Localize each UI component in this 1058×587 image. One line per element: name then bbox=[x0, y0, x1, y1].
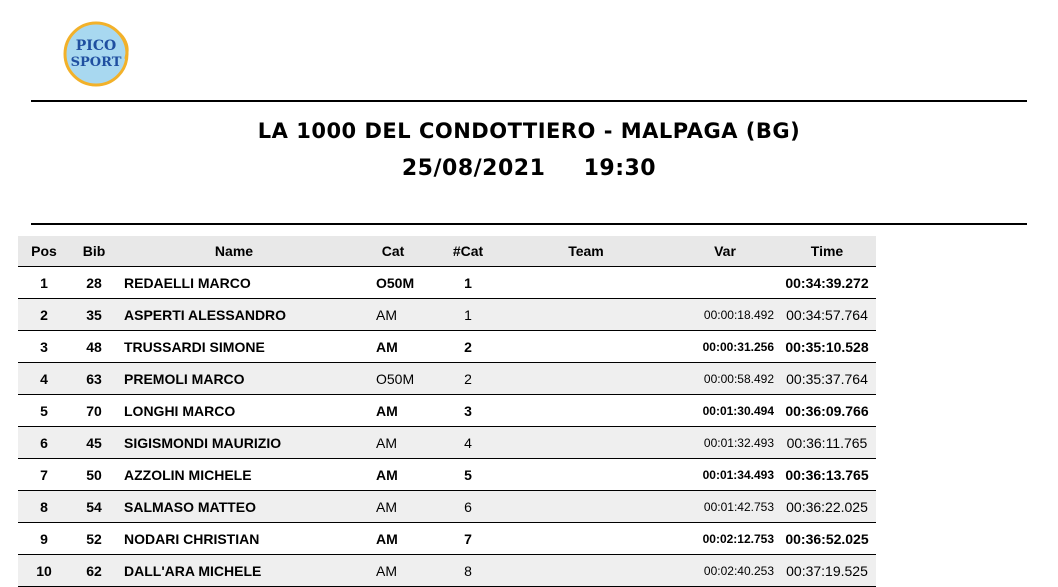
cell-team bbox=[500, 331, 672, 363]
cell-team bbox=[500, 427, 672, 459]
cell-bib: 54 bbox=[70, 491, 118, 523]
event-datetime bbox=[0, 156, 1058, 181]
cell-ncat: 3 bbox=[436, 395, 500, 427]
table-row bbox=[18, 363, 876, 395]
cell-cat: O50M bbox=[350, 267, 436, 299]
event-time: 19:30 bbox=[583, 156, 657, 181]
cell-var: 00:00:31.256 bbox=[672, 331, 778, 363]
cell-ncat: 6 bbox=[436, 491, 500, 523]
cell-var: 00:02:12.753 bbox=[672, 523, 778, 555]
column-header-cat: Cat bbox=[350, 236, 436, 267]
cell-var: 00:02:40.253 bbox=[672, 555, 778, 587]
cell-team bbox=[500, 363, 672, 395]
table-row bbox=[18, 267, 876, 299]
cell-bib: 50 bbox=[70, 459, 118, 491]
cell-ncat: 2 bbox=[436, 363, 500, 395]
logo-text-pico: PICO bbox=[75, 38, 117, 54]
cell-pos: 10 bbox=[18, 555, 70, 587]
table-row bbox=[18, 299, 876, 331]
cell-var: 00:01:34.493 bbox=[672, 459, 778, 491]
cell-name: AZZOLIN MICHELE bbox=[118, 459, 350, 491]
cell-team bbox=[500, 491, 672, 523]
cell-time: 00:36:09.766 bbox=[778, 395, 876, 427]
cell-var: 00:01:32.493 bbox=[672, 427, 778, 459]
header-rule-top bbox=[31, 100, 1027, 102]
cell-time: 00:35:10.528 bbox=[778, 331, 876, 363]
column-header-name: Name bbox=[118, 236, 350, 267]
table-row bbox=[18, 459, 876, 491]
cell-cat: AM bbox=[350, 459, 436, 491]
cell-var bbox=[672, 267, 778, 299]
cell-name: PREMOLI MARCO bbox=[118, 363, 350, 395]
cell-bib: 45 bbox=[70, 427, 118, 459]
cell-ncat: 5 bbox=[436, 459, 500, 491]
pico-sport-logo-icon bbox=[62, 20, 134, 88]
cell-bib: 35 bbox=[70, 299, 118, 331]
table-row bbox=[18, 491, 876, 523]
cell-pos: 6 bbox=[18, 427, 70, 459]
cell-var: 00:01:30.494 bbox=[672, 395, 778, 427]
cell-name: SIGISMONDI MAURIZIO bbox=[118, 427, 350, 459]
cell-team bbox=[500, 299, 672, 331]
cell-pos: 4 bbox=[18, 363, 70, 395]
cell-name: DALL'ARA MICHELE bbox=[118, 555, 350, 587]
cell-team bbox=[500, 267, 672, 299]
cell-ncat: 4 bbox=[436, 427, 500, 459]
cell-cat: AM bbox=[350, 395, 436, 427]
cell-pos: 8 bbox=[18, 491, 70, 523]
header-rule-bottom bbox=[31, 223, 1027, 225]
cell-bib: 52 bbox=[70, 523, 118, 555]
cell-pos: 1 bbox=[18, 267, 70, 299]
results-header-row bbox=[18, 236, 876, 267]
table-row bbox=[18, 395, 876, 427]
cell-time: 00:36:52.025 bbox=[778, 523, 876, 555]
cell-cat: AM bbox=[350, 555, 436, 587]
column-header-ncat: #Cat bbox=[436, 236, 500, 267]
cell-time: 00:34:57.764 bbox=[778, 299, 876, 331]
cell-ncat: 1 bbox=[436, 267, 500, 299]
cell-pos: 3 bbox=[18, 331, 70, 363]
table-row bbox=[18, 523, 876, 555]
cell-pos: 2 bbox=[18, 299, 70, 331]
cell-time: 00:37:19.525 bbox=[778, 555, 876, 587]
cell-cat: AM bbox=[350, 427, 436, 459]
cell-bib: 48 bbox=[70, 331, 118, 363]
cell-time: 00:36:22.025 bbox=[778, 491, 876, 523]
cell-cat: AM bbox=[350, 491, 436, 523]
column-header-pos: Pos bbox=[18, 236, 70, 267]
cell-team bbox=[500, 523, 672, 555]
cell-ncat: 8 bbox=[436, 555, 500, 587]
cell-ncat: 1 bbox=[436, 299, 500, 331]
column-header-time: Time bbox=[778, 236, 876, 267]
cell-time: 00:34:39.272 bbox=[778, 267, 876, 299]
event-date: 25/08/2021 bbox=[401, 156, 546, 181]
cell-name: REDAELLI MARCO bbox=[118, 267, 350, 299]
results-table bbox=[18, 236, 876, 587]
cell-bib: 28 bbox=[70, 267, 118, 299]
cell-time: 00:36:13.765 bbox=[778, 459, 876, 491]
column-header-team: Team bbox=[500, 236, 672, 267]
pico-sport-logo bbox=[62, 20, 134, 88]
table-row bbox=[18, 331, 876, 363]
cell-name: NODARI CHRISTIAN bbox=[118, 523, 350, 555]
cell-team bbox=[500, 459, 672, 491]
cell-var: 00:01:42.753 bbox=[672, 491, 778, 523]
cell-time: 00:35:37.764 bbox=[778, 363, 876, 395]
results-body bbox=[18, 267, 876, 587]
cell-pos: 9 bbox=[18, 523, 70, 555]
cell-bib: 63 bbox=[70, 363, 118, 395]
cell-time: 00:36:11.765 bbox=[778, 427, 876, 459]
cell-team bbox=[500, 395, 672, 427]
cell-pos: 7 bbox=[18, 459, 70, 491]
event-title: LA 1000 DEL CONDOTTIERO - MALPAGA (BG) bbox=[257, 119, 801, 143]
table-row bbox=[18, 555, 876, 587]
cell-cat: AM bbox=[350, 331, 436, 363]
column-header-bib: Bib bbox=[70, 236, 118, 267]
cell-bib: 62 bbox=[70, 555, 118, 587]
cell-name: ASPERTI ALESSANDRO bbox=[118, 299, 350, 331]
cell-ncat: 7 bbox=[436, 523, 500, 555]
cell-bib: 70 bbox=[70, 395, 118, 427]
cell-cat: AM bbox=[350, 523, 436, 555]
table-row bbox=[18, 427, 876, 459]
logo-text-sport: SPORT bbox=[70, 55, 122, 70]
cell-pos: 5 bbox=[18, 395, 70, 427]
cell-ncat: 2 bbox=[436, 331, 500, 363]
cell-team bbox=[500, 555, 672, 587]
cell-name: LONGHI MARCO bbox=[118, 395, 350, 427]
column-header-var: Var bbox=[672, 236, 778, 267]
cell-var: 00:00:58.492 bbox=[672, 363, 778, 395]
cell-cat: O50M bbox=[350, 363, 436, 395]
cell-name: TRUSSARDI SIMONE bbox=[118, 331, 350, 363]
cell-var: 00:00:18.492 bbox=[672, 299, 778, 331]
cell-cat: AM bbox=[350, 299, 436, 331]
cell-name: SALMASO MATTEO bbox=[118, 491, 350, 523]
